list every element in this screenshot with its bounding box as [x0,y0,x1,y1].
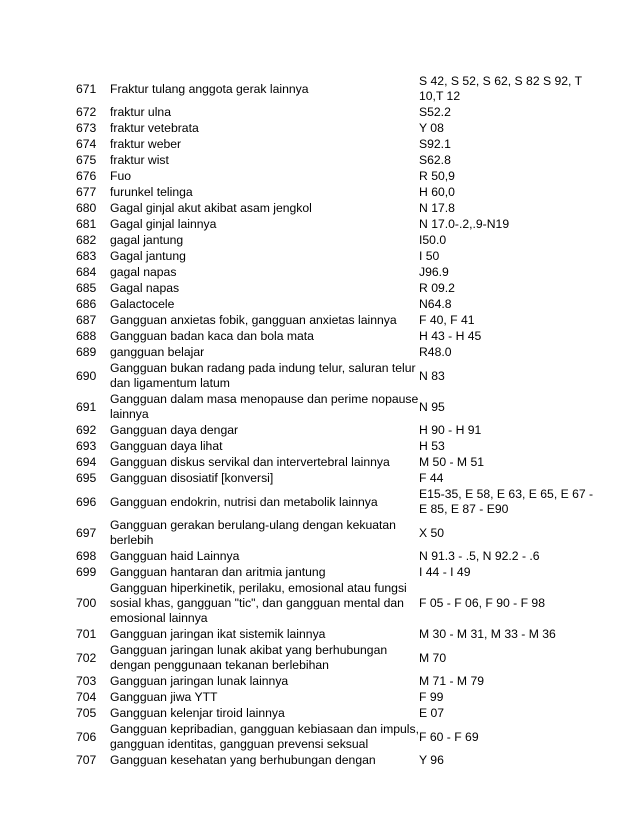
row-number: 674 [76,137,97,151]
row-number: 703 [76,674,97,688]
diagnosis-name: Gagal ginjal lainnya [110,217,217,231]
diagnosis-name: Gangguan anxietas fobik, gangguan anxietas lainnya [110,313,397,327]
icd-code: F 60 - F 69 [419,729,479,744]
icd-code: H 53 [419,439,445,453]
table-row [76,265,598,281]
table-row [76,706,598,722]
row-number: 683 [76,249,97,263]
icd-code: N64.8 [419,297,452,311]
icd-code: H 90 - H 91 [419,423,482,437]
table-row [76,471,598,487]
table-row [76,392,598,423]
diagnosis-name: Gagal ginjal akut akibat asam jengkol [110,201,312,215]
diagnosis-name: Gangguan haid Lainnya [110,549,240,563]
icd-code: H 60,0 [419,185,455,199]
diagnosis-name: Gangguan disosiatif [konversi] [110,471,274,485]
diagnosis-name: Fraktur tulang anggota gerak lainnya [110,81,309,96]
diagnosis-name: Gangguan gerakan berulang-ulang dengan kekuatan berlebih [110,518,396,547]
icd-code: F 99 [419,690,444,704]
table-row [76,297,598,313]
icd-code: Y 96 [419,753,444,767]
diagnosis-name: Gangguan kelenjar tiroid lainnya [110,706,285,720]
diagnosis-name: Gangguan jaringan ikat sistemik lainnya [110,627,326,641]
row-number: 702 [76,650,97,665]
icd-code: I 44 - I 49 [419,565,471,579]
icd-code: Y 08 [419,121,444,135]
icd-code: S92.1 [419,137,451,151]
icd-code: M 71 - M 79 [419,674,485,688]
row-number: 695 [76,471,97,485]
diagnosis-name: Fuo [110,169,132,183]
row-number: 700 [76,596,97,610]
diagnosis-name: Gangguan daya dengar [110,423,239,437]
diagnosis-name: gangguan belajar [110,345,205,359]
table-row [76,518,598,549]
table-row [76,753,598,769]
icd-code-table [76,74,598,769]
diagnosis-name: Gangguan endokrin, nutrisi dan metabolik lainnya [110,494,378,509]
icd-code: S62.8 [419,153,451,167]
table-row [76,121,598,137]
diagnosis-name: Gangguan kepribadian, gangguan kebiasaan dan impuls, gangguan identitas, gangguan prevensi seksual [110,722,419,751]
row-number: 701 [76,627,97,641]
diagnosis-name: Gangguan jiwa YTT [110,690,218,704]
diagnosis-name: Gangguan jaringan lunak akibat yang berhubungan dengan penggunaan tekanan berlebihan [110,643,388,672]
row-number: 680 [76,201,97,215]
icd-code: R 09.2 [419,281,455,295]
row-number: 707 [76,753,97,767]
table-row [76,439,598,455]
diagnosis-name: Galactocele [110,297,175,311]
table-row [76,690,598,706]
row-number: 698 [76,549,97,563]
table-row [76,74,598,105]
row-number: 677 [76,185,97,199]
diagnosis-name: Gangguan hantaran dan aritmia jantung [110,565,326,579]
icd-code: N 83 [419,368,445,383]
row-number: 690 [76,368,97,383]
row-number: 696 [76,494,97,509]
row-number: 688 [76,329,97,343]
icd-code: N 17.0-.2,.9-N19 [419,217,510,231]
icd-code-table-body [76,74,598,769]
icd-code: R48.0 [419,345,452,359]
row-number: 693 [76,439,97,453]
table-row [76,217,598,233]
diagnosis-name: gagal jantung [110,233,184,247]
icd-code: S 42, S 52, S 62, S 82 S 92, T 10,T 12 [419,74,582,103]
table-row [76,455,598,471]
table-row [76,361,598,392]
row-number: 697 [76,525,97,540]
icd-code: M 50 - M 51 [419,455,485,469]
table-row [76,643,598,674]
diagnosis-name: Gangguan daya lihat [110,439,223,453]
icd-code: N 17.8 [419,201,455,215]
table-row [76,549,598,565]
row-number: 682 [76,233,97,247]
diagnosis-name: Gangguan jaringan lunak lainnya [110,674,289,688]
icd-code: S52.2 [419,105,451,119]
row-number: 694 [76,455,97,469]
diagnosis-name: Gangguan dalam masa menopause dan perime nopause lainnya [110,392,419,421]
table-row [76,627,598,643]
row-number: 706 [76,729,97,744]
icd-code: I50.0 [419,233,447,247]
table-row [76,565,598,581]
diagnosis-name: Gagal jantung [110,249,186,263]
diagnosis-name: fraktur ulna [110,105,171,119]
row-number: 675 [76,153,97,167]
icd-code: M 30 - M 31, M 33 - M 36 [419,627,556,641]
row-number: 671 [76,81,97,96]
icd-code: N 91.3 - .5, N 92.2 - .6 [419,549,540,563]
table-row [76,233,598,249]
table-row [76,201,598,217]
row-number: 673 [76,121,97,135]
table-row [76,423,598,439]
row-number: 686 [76,297,97,311]
icd-code: I 50 [419,249,440,263]
icd-code: H 43 - H 45 [419,329,482,343]
diagnosis-name: furunkel telinga [110,185,193,199]
icd-code: E 07 [419,706,445,720]
icd-code: F 40, F 41 [419,313,475,327]
diagnosis-name: Gangguan hiperkinetik, perilaku, emosional atau fungsi sosial khas, gangguan "tic", dan gangguan mental dan emosional lainnya [110,581,407,625]
diagnosis-name: Gangguan diskus servikal dan intervertebral lainnya [110,455,390,469]
table-row [76,722,598,753]
table-row [76,281,598,297]
icd-code: J96.9 [419,265,449,279]
row-number: 699 [76,565,97,579]
table-row [76,329,598,345]
table-row [76,313,598,329]
diagnosis-name: Gangguan bukan radang pada indung telur, saluran telur dan ligamentum latum [110,361,416,390]
table-row [76,249,598,265]
row-number: 705 [76,706,97,720]
diagnosis-name: Gangguan badan kaca dan bola mata [110,329,314,343]
row-number: 687 [76,313,97,327]
table-row [76,674,598,690]
row-number: 672 [76,105,97,119]
row-number: 689 [76,345,97,359]
diagnosis-name: fraktur wist [110,153,169,167]
icd-code: M 70 [419,650,447,665]
row-number: 691 [76,399,97,414]
table-row [76,185,598,201]
row-number: 684 [76,265,97,279]
row-number: 676 [76,169,97,183]
icd-code: E15-35, E 58, E 63, E 65, E 67 - E 85, E 87 - E90 [419,487,594,516]
icd-code: R 50,9 [419,169,455,183]
diagnosis-name: Gagal napas [110,281,180,295]
row-number: 692 [76,423,97,437]
table-row [76,487,598,518]
table-row [76,581,598,627]
icd-code: F 05 - F 06, F 90 - F 98 [419,596,545,610]
table-row [76,169,598,185]
row-number: 704 [76,690,97,704]
diagnosis-name: fraktur weber [110,137,182,151]
table-row [76,345,598,361]
icd-code: F 44 [419,471,444,485]
table-row [76,153,598,169]
icd-code: X 50 [419,525,445,540]
icd-code: N 95 [419,399,445,414]
row-number: 681 [76,217,97,231]
diagnosis-name: Gangguan kesehatan yang berhubungan dengan [110,753,376,767]
diagnosis-name: gagal napas [110,265,177,279]
row-number: 685 [76,281,97,295]
table-row [76,105,598,121]
table-row [76,137,598,153]
diagnosis-name: fraktur vetebrata [110,121,199,135]
